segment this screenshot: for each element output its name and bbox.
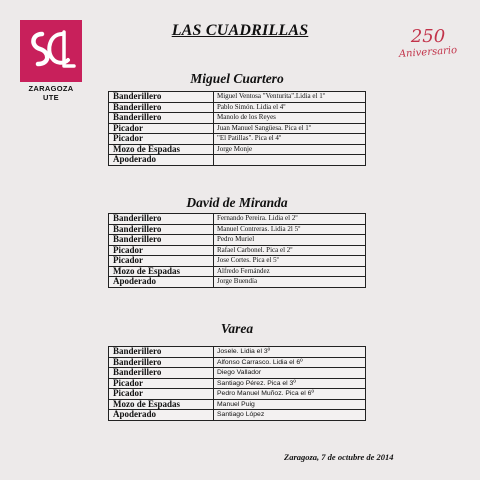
anniversary-text: Aniversario <box>398 44 458 61</box>
name-cell: Santiago López <box>214 410 366 421</box>
role-cell: Picador <box>109 389 214 400</box>
name-cell: Alfonso Carrasco. Lidia el 6º <box>214 357 366 368</box>
name-cell: Jorge Buendía <box>214 277 366 288</box>
name-cell: Miguel Ventosa "Venturita".Lidia el 1º <box>214 92 366 103</box>
table-row <box>109 277 366 288</box>
table-row <box>109 113 366 124</box>
name-cell: Pablo Simón. Lidia el 4º <box>214 102 366 113</box>
name-cell: Fernando Pereira. Lidia el 2º <box>214 214 366 225</box>
role-cell: Apoderado <box>109 277 214 288</box>
table-row <box>109 123 366 134</box>
table-row <box>109 378 366 389</box>
role-cell: Picador <box>109 123 214 134</box>
table-row <box>109 235 366 246</box>
role-cell: Banderillero <box>109 357 214 368</box>
section-title-miguel-cuartero: Miguel Cuartero <box>190 71 284 86</box>
document-title: LAS CUADRILLAS <box>171 22 309 39</box>
table-row <box>109 399 366 410</box>
table-row <box>109 245 366 256</box>
role-cell: Banderillero <box>109 214 214 225</box>
name-cell: Pedro Muriel <box>214 235 366 246</box>
name-cell: Pedro Manuel Muñoz. Pica el 6º <box>214 389 366 400</box>
section-title-varea: Varea <box>220 321 254 336</box>
table-row <box>109 389 366 400</box>
name-cell: Manuel Puig <box>214 399 366 410</box>
role-cell: Picador <box>109 256 214 267</box>
table-row <box>109 266 366 277</box>
role-cell: Apoderado <box>109 410 214 421</box>
role-cell: Banderillero <box>109 368 214 379</box>
role-cell: Picador <box>109 134 214 145</box>
table-row <box>109 368 366 379</box>
name-cell: Rafael Carbonel. Pica el 2º <box>214 245 366 256</box>
crew-table-varea <box>108 346 366 421</box>
table-row <box>109 357 366 368</box>
table-row <box>109 410 366 421</box>
name-cell: Santiago Pérez. Pica el 3º <box>214 378 366 389</box>
name-cell: Juan Manuel Sangüesa. Pica el 1º <box>214 123 366 134</box>
role-cell: Banderillero <box>109 92 214 103</box>
table-row <box>109 134 366 145</box>
name-cell: Jorge Monje <box>214 144 366 155</box>
role-cell: Mozo de Espadas <box>109 399 214 410</box>
role-cell: Apoderado <box>109 155 214 166</box>
name-cell: Jose Cortes. Pica el 5º <box>214 256 366 267</box>
role-cell: Banderillero <box>109 102 214 113</box>
anniversary-emblem <box>388 26 468 61</box>
role-cell: Banderillero <box>109 224 214 235</box>
table-row <box>109 144 366 155</box>
name-cell: Manuel Contreras. Lidia 2l 5º <box>214 224 366 235</box>
name-cell: Manolo de los Reyes <box>214 113 366 124</box>
role-cell: Mozo de Espadas <box>109 266 214 277</box>
role-cell: Banderillero <box>109 347 214 358</box>
table-row <box>109 347 366 358</box>
section-title-david-de-miranda: David de Miranda <box>186 195 288 210</box>
role-cell: Banderillero <box>109 113 214 124</box>
name-cell: Alfredo Fernández <box>214 266 366 277</box>
table-row <box>109 155 366 166</box>
table-row <box>109 256 366 267</box>
role-cell: Banderillero <box>109 235 214 246</box>
role-cell: Mozo de Espadas <box>109 144 214 155</box>
crew-table-miguel-cuartero <box>108 91 366 166</box>
table-row <box>109 224 366 235</box>
date-footer: Zaragoza, 7 de octubre de 2014 <box>284 452 394 462</box>
crew-table-david-de-miranda <box>108 213 366 288</box>
name-cell: "El Patillas". Pica el 4º <box>214 134 366 145</box>
role-cell: Picador <box>109 245 214 256</box>
name-cell: Diego Vallador <box>214 368 366 379</box>
table-row <box>109 92 366 103</box>
logo-caption: ZARAGOZA UTE <box>28 84 74 102</box>
role-cell: Picador <box>109 378 214 389</box>
table-row <box>109 214 366 225</box>
name-cell <box>214 155 366 166</box>
anniversary-number: 250 <box>410 26 446 47</box>
name-cell: Josele. Lidia el 3º <box>214 347 366 358</box>
table-row <box>109 102 366 113</box>
